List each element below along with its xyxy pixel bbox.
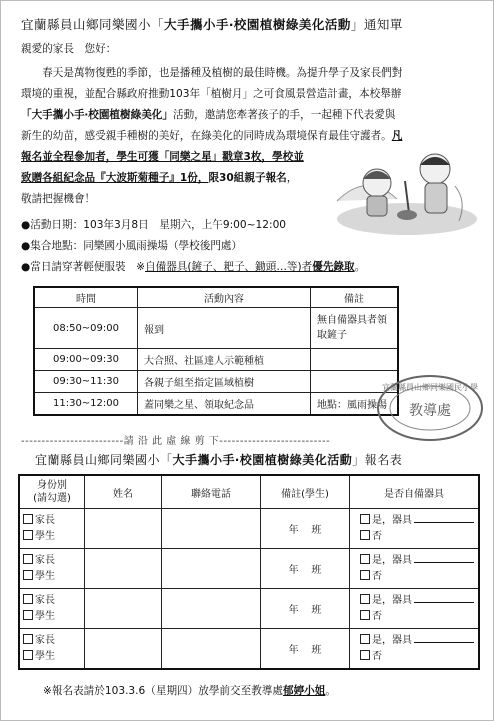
notice-title: 宜蘭縣員山鄉同樂國小「大手攜小手‧校園植樹綠美化活動」通知單: [21, 17, 403, 32]
schedule-header-time: 時間: [34, 287, 138, 308]
body-line-2: 環境的重視，並配合縣政府推動103年「植樹月」之可食風景營造計畫，本校舉辦: [21, 88, 402, 100]
student-checkbox[interactable]: [23, 650, 33, 660]
schedule-table: [33, 286, 399, 416]
registration-form-table: [18, 474, 480, 670]
name-cell[interactable]: [85, 589, 162, 629]
grade-class-cell[interactable]: 年 班: [261, 509, 350, 549]
schedule-content: 各親子組至指定區域植樹: [138, 371, 311, 393]
form-row: 家長 學生 年 班 是，器具 否: [19, 629, 479, 670]
schedule-header-note: 備註: [311, 287, 399, 308]
schedule-note: 地點：風雨操場: [311, 393, 399, 416]
no-checkbox[interactable]: [360, 650, 370, 660]
schedule-time: 09:00~09:30: [34, 349, 138, 371]
body-line-1: 春天是萬物復甦的季節，也是播種及植樹的最佳時機。為提升學子及家長們對: [21, 67, 403, 79]
body-line-7: 敬請把握機會！: [21, 193, 96, 205]
form-header-tools: 是否自備器具: [350, 475, 480, 509]
dress-note: ●當日請穿著輕便服裝 ※自備器具(鏟子、耙子、鋤頭…等)者優先錄取。: [21, 261, 366, 273]
form-row: 家長 學生 年 班 是，器具 否: [19, 549, 479, 589]
children-planting-illustration: [327, 141, 477, 241]
form-row: 家長 學生 年 班 是，器具 否: [19, 589, 479, 629]
event-date: ●活動日期：103年3月8日 星期六，上午9:00~12:00: [21, 219, 287, 231]
no-checkbox[interactable]: [360, 570, 370, 580]
form-header-name: 姓名: [85, 475, 162, 509]
schedule-content: 大合照、社區達人示範種植: [138, 349, 311, 371]
meeting-place: ●集合地點：同樂國小風雨操場（學校後門處）: [21, 240, 243, 252]
grade-class-cell[interactable]: 年 班: [261, 549, 350, 589]
schedule-note: 無自備器具者領取鏟子: [311, 308, 399, 349]
yes-checkbox[interactable]: [360, 634, 370, 644]
body-line-3: 「大手攜小手‧校園植樹綠美化」活動，邀請您牽著孩子的手，一起種下代表愛與: [21, 109, 396, 121]
parent-checkbox[interactable]: [23, 514, 33, 524]
name-cell[interactable]: [85, 509, 162, 549]
schedule-time: 09:30~11:30: [34, 371, 138, 393]
body-line-4: 新生的幼苗，感受親手種樹的美好，在綠美化的同時成為環境保育最佳守護者。凡: [21, 130, 403, 142]
phone-cell[interactable]: [162, 549, 261, 589]
phone-cell[interactable]: [162, 629, 261, 670]
student-checkbox[interactable]: [23, 530, 33, 540]
parent-checkbox[interactable]: [23, 554, 33, 564]
form-title: 宜蘭縣員山鄉同樂國小「大手攜小手‧校園植樹綠美化活動」報名表: [35, 453, 403, 467]
submission-note: ※報名表請於103.3.6（星期四）放學前交至教導處郁婷小姐。: [43, 685, 336, 697]
parent-checkbox[interactable]: [23, 594, 33, 604]
form-header-note: 備註(學生): [261, 475, 350, 509]
form-header-phone: 聯絡電話: [162, 475, 261, 509]
stamp-inner-text: 教導處: [409, 403, 451, 419]
yes-checkbox[interactable]: [360, 514, 370, 524]
yes-checkbox[interactable]: [360, 554, 370, 564]
body-line-6: 致贈各組紀念品『大波斯菊種子』1份，限30組親子報名，: [21, 172, 298, 184]
name-cell[interactable]: [85, 549, 162, 589]
grade-class-cell[interactable]: 年 班: [261, 589, 350, 629]
schedule-header-content: 活動內容: [138, 287, 311, 308]
name-cell[interactable]: [85, 629, 162, 670]
schedule-time: 08:50~09:00: [34, 308, 138, 349]
schedule-time: 11:30~12:00: [34, 393, 138, 416]
cut-line: -------------------------請 沿 此 虛 線 剪 下---------------------------: [21, 436, 331, 447]
no-checkbox[interactable]: [360, 530, 370, 540]
form-header-identity: 身份別 (請勾選): [19, 475, 85, 509]
greeting: 親愛的家長 您好：: [21, 43, 117, 55]
parent-checkbox[interactable]: [23, 634, 33, 644]
no-checkbox[interactable]: [360, 610, 370, 620]
schedule-note: [311, 349, 399, 371]
schedule-content: 蓋同樂之星、領取紀念品: [138, 393, 311, 416]
grade-class-cell[interactable]: 年 班: [261, 629, 350, 670]
yes-checkbox[interactable]: [360, 594, 370, 604]
phone-cell[interactable]: [162, 589, 261, 629]
phone-cell[interactable]: [162, 509, 261, 549]
schedule-content: 報到: [138, 308, 311, 349]
form-row: 家長 學生 年 班 是，器具 否: [19, 509, 479, 549]
student-checkbox[interactable]: [23, 610, 33, 620]
student-checkbox[interactable]: [23, 570, 33, 580]
stamp-outer-text: 宜蘭縣員山鄉同樂國民小學: [382, 383, 478, 392]
body-line-5: 報名並全程參加者，學生可獲「同樂之星」戳章3枚，學校並: [21, 151, 304, 163]
